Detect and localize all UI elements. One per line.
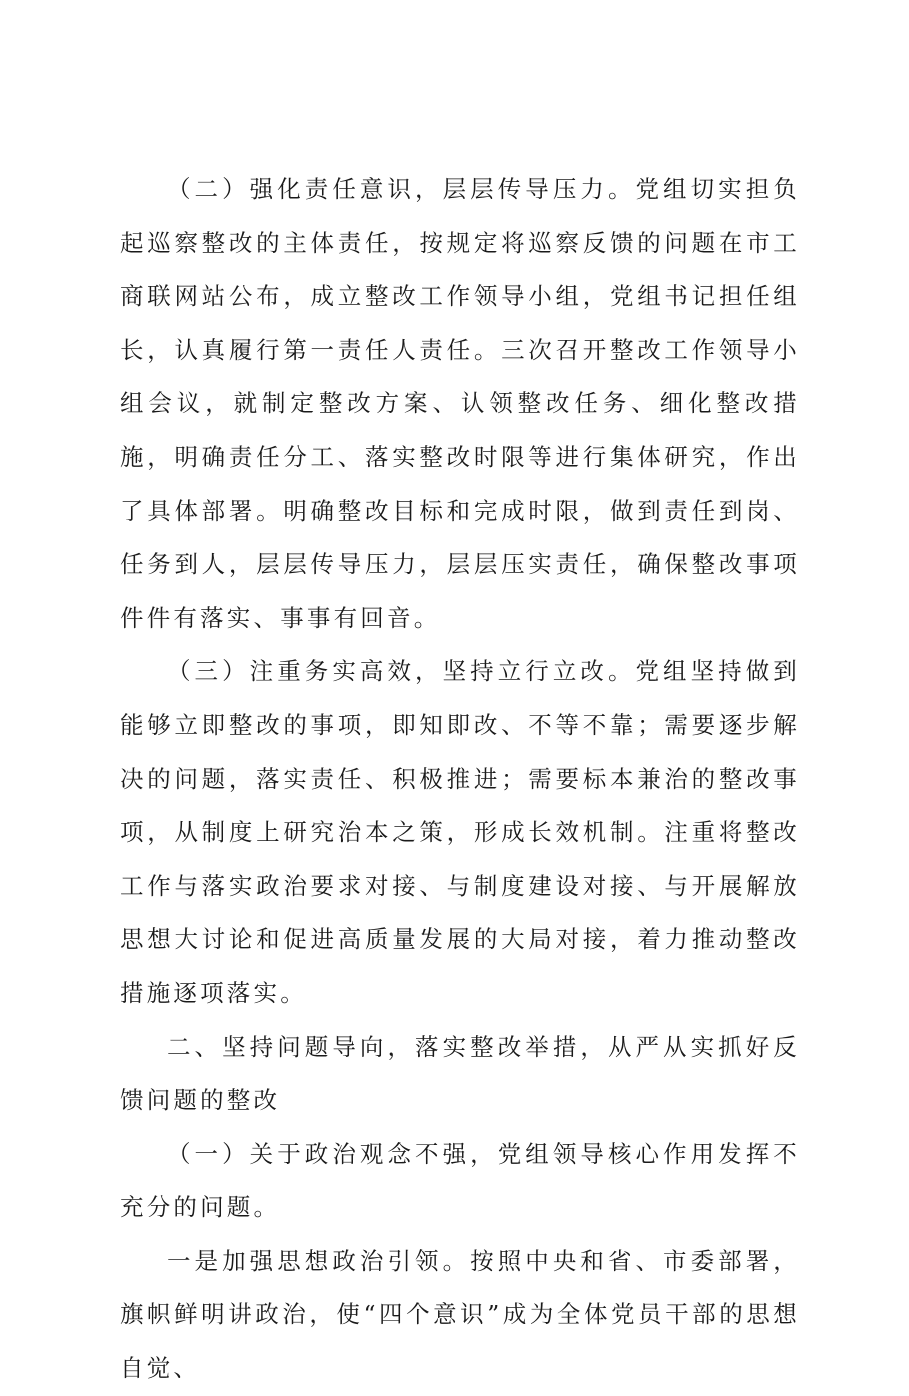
- document-page: [120, 163, 800, 1396]
- paragraph-ideological-guidance: 一是加强思想政治引领。按照中央和省、市委部署，旗帜鲜明讲政治，使“四个意识”成为全体党员干部的思想自觉、: [120, 1246, 800, 1383]
- paragraph-pragmatic: （三）注重务实高效，坚持立行立改。党组坚持做到能够立即整改的事项，即知即改、不等不靠；需要逐步解决的问题，落实责任、积极推进；需要标本兼治的整改事项，从制度上研究治本之策，形成长效机制。注重将整改工作与落实政治要求对接、与制度建设对接、与开展解放思想大讨论和促进高质量发展的大局对接，着力推动整改措施逐项落实。: [120, 657, 800, 1007]
- paragraph-responsibility: （二）强化责任意识，层层传导压力。党组切实担负起巡察整改的主体责任，按规定将巡察反馈的问题在市工商联网站公布，成立整改工作领导小组，党组书记担任组长，认真履行第一责任人责任。三次召开整改工作领导小组会议，就制定整改方案、认领整改任务、细化整改措施，明确责任分工、落实整改时限等进行集体研究，作出了具体部署。明确整改目标和完成时限，做到责任到岗、任务到人，层层传导压力，层层压实责任，确保整改事项件件有落实、事事有回音。: [120, 175, 800, 632]
- paragraph-political-concept: （一）关于政治观念不强，党组领导核心作用发挥不充分的问题。: [120, 1139, 800, 1222]
- section-heading-problem-oriented: 二、坚持问题导向，落实整改举措，从严从实抓好反馈问题的整改: [120, 1032, 800, 1115]
